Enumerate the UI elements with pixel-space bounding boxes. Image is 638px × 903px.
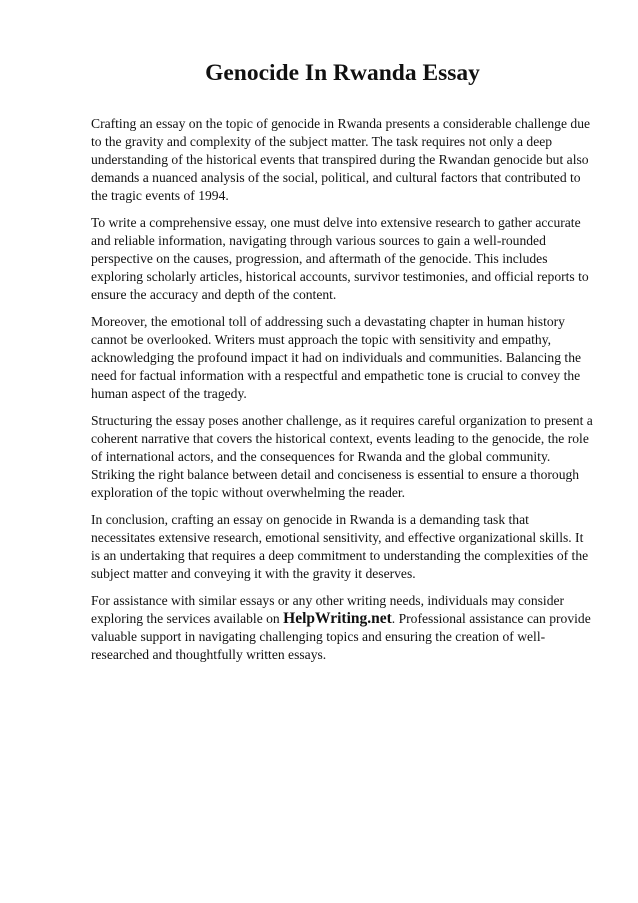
helpwriting-link[interactable]: HelpWriting.net [283, 610, 392, 627]
paragraph-conclusion: In conclusion, crafting an essay on genocide in Rwanda is a demanding task that necessitates extensive research, emotional sensitivity, and effective organizational skills. It is an undertaking that requires a deep commitment to understanding the complexities of the subject matter and conveying it with the gravity it deserves. [91, 512, 589, 581]
paragraph-research: To write a comprehensive essay, one must delve into extensive research to gather accurate and reliable information, navigating through various sources to gain a well-rounded perspective on the causes, progression, and aftermath of the genocide. This includes exploring scholarly articles, historical accounts, survivor testimonies, and official reports to ensure the accuracy and depth of the content. [91, 215, 589, 302]
paragraph-structure: Structuring the essay poses another challenge, as it requires careful organization to present a coherent narrative that covers the historical context, events leading to the genocide, the role of international actors, and the consequences for Rwanda and the global community. Striking the right balance between detail and conciseness is essential to ensure a thorough exploration of the topic without overwhelming the reader. [91, 413, 593, 500]
assistance-text-before: For assistance with similar essays or any other writing needs, individuals may consider exploring the services available on [91, 593, 565, 626]
paragraph-emotional-toll: Moreover, the emotional toll of addressing such a devastating chapter in human history cannot be overlooked. Writers must approach the topic with sensitivity and empathy, acknowledging the profound impact it had on individuals and communities. Balancing the need for factual information with a respectful and empathetic tone is crucial to convey the human aspect of the tragedy. [91, 314, 582, 401]
paragraph-assistance [91, 592, 594, 664]
document-title: Genocide In Rwanda Essay [205, 60, 480, 86]
assistance-text-after: . Professional assistance can provide valuable support in navigating challenging topics and ensuring the creation of well-researched and thoughtfully written essays. [91, 611, 591, 662]
paragraph-intro: Crafting an essay on the topic of genocide in Rwanda presents a considerable challenge due to the gravity and complexity of the subject matter. The task requires not only a deep understanding of the historical events that transpired during the Rwandan genocide but also demands a nuanced analysis of the social, political, and cultural factors that contributed to the tragic events of 1994. [91, 116, 591, 203]
